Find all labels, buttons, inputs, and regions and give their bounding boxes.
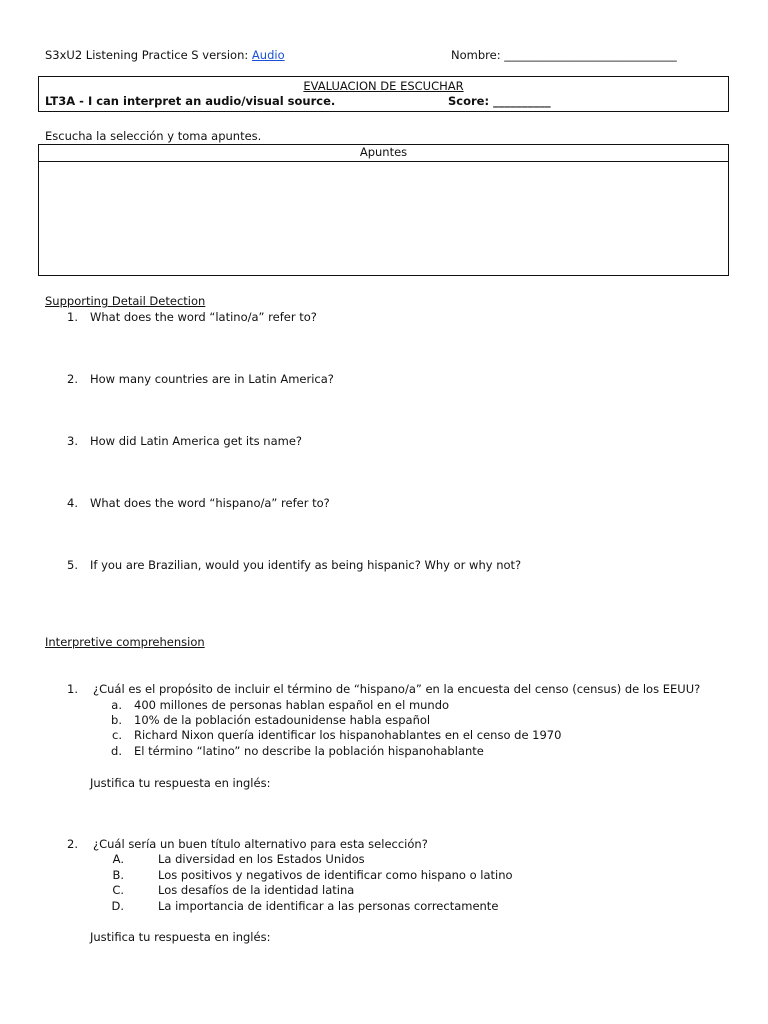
justify-prompt: Justifica tu respuesta en inglés: (90, 776, 271, 790)
evaluation-title: EVALUACION DE ESCUCHAR (303, 79, 464, 93)
question-number: 1. (67, 682, 78, 696)
option-text: Los desafíos de la identidad latina (158, 883, 355, 897)
learning-target: LT3A - I can interpret an audio/visual source. (45, 94, 336, 108)
option-text: 10% de la población estadounidense habla español (134, 713, 431, 727)
option-text: Los positivos y negativos de identificar como hispano o latino (158, 868, 513, 882)
question-text: How many countries are in Latin America? (90, 372, 334, 386)
question-number: 5. (67, 558, 78, 572)
name-label: Nombre: (451, 48, 501, 62)
score-blank: __________ (493, 94, 551, 108)
option-text: El término “latino” no describe la población hispanohablante (134, 744, 484, 758)
evaluation-box (38, 76, 729, 112)
question-text: ¿Cuál es el propósito de incluir el término de “hispano/a” en la encuesta del censo (census) de los EEUU? (93, 682, 701, 696)
question-number: 2. (67, 372, 78, 386)
option-letter: c. (112, 728, 122, 742)
question-text: ¿Cuál sería un buen título alternativo para esta selección? (93, 837, 428, 851)
option-letter: C. (112, 883, 124, 897)
score-field (448, 94, 551, 108)
option-text: La importancia de identificar a las personas correctamente (158, 899, 499, 913)
notes-header (39, 145, 728, 162)
question-text: How did Latin America get its name? (90, 434, 302, 448)
instructions: Escucha la selección y toma apuntes. (45, 129, 262, 143)
notes-writing-area[interactable] (39, 162, 728, 275)
option-text: Richard Nixon quería identificar los hispanohablantes en el censo de 1970 (134, 728, 562, 742)
question-text: What does the word “hispano/a” refer to? (90, 496, 330, 510)
worksheet-title (45, 48, 285, 62)
option-letter: b. (111, 713, 122, 727)
score-label: Score: (448, 94, 490, 108)
justify-prompt: Justifica tu respuesta en inglés: (90, 930, 271, 944)
question-number: 2. (67, 837, 78, 851)
question-number: 3. (67, 434, 78, 448)
option-text: 400 millones de personas hablan español en el mundo (134, 698, 450, 712)
option-letter: A. (112, 852, 124, 866)
section-title-interpretive: Interpretive comprehension (45, 635, 205, 649)
section-title-supporting-detail: Supporting Detail Detection (45, 294, 206, 308)
option-letter: d. (111, 744, 122, 758)
audio-link[interactable]: Audio (251, 48, 285, 62)
notes-box (38, 144, 729, 276)
question-text: If you are Brazilian, would you identify as being hispanic? Why or why not? (90, 558, 522, 572)
name-blank: ______________________________ (504, 48, 677, 62)
option-letter: D. (111, 899, 124, 913)
question-number: 4. (67, 496, 78, 510)
notes-header-label: Apuntes (359, 145, 408, 159)
option-letter: B. (112, 868, 124, 882)
question-number: 1. (67, 310, 78, 324)
option-letter: a. (111, 698, 122, 712)
name-field (451, 48, 677, 62)
option-text: La diversidad en los Estados Unidos (158, 852, 365, 866)
question-text: What does the word “latino/a” refer to? (90, 310, 317, 324)
worksheet-title-text: S3xU2 Listening Practice S version: (45, 48, 252, 62)
